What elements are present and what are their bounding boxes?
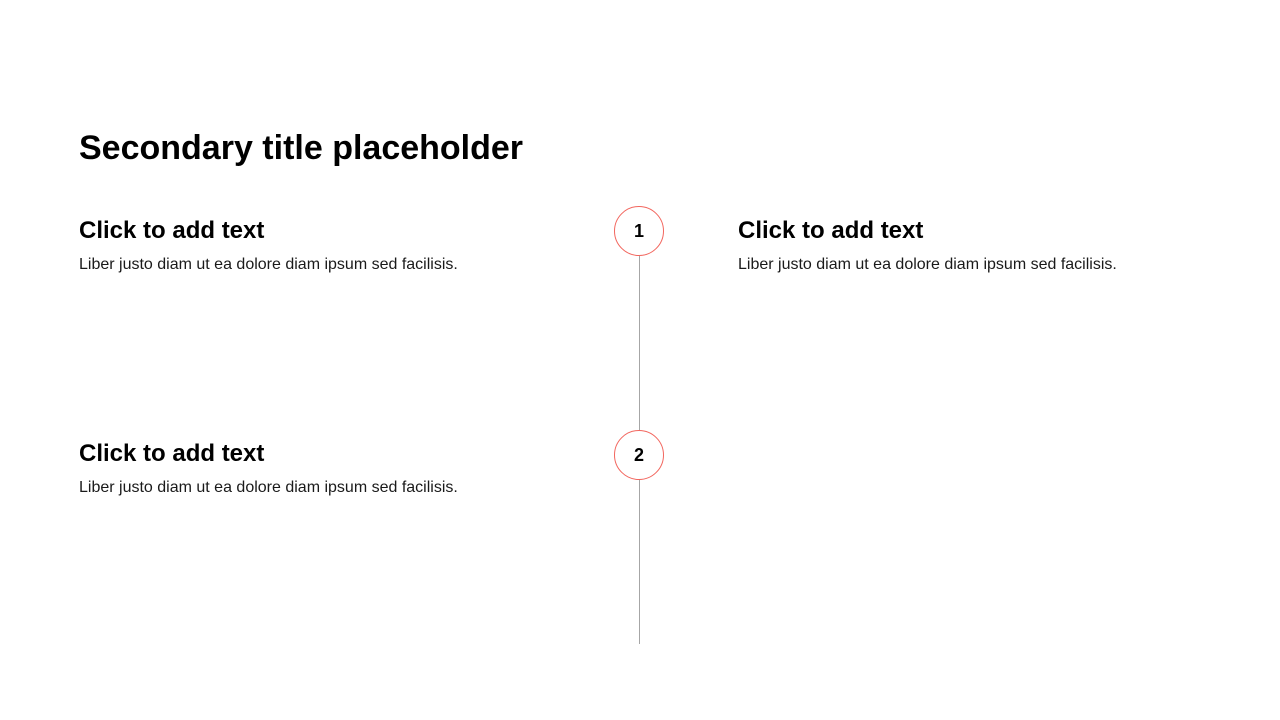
text-block-heading[interactable]: Click to add text	[79, 217, 265, 244]
step-marker-1: 1	[614, 206, 664, 256]
slide-title[interactable]: Secondary title placeholder	[79, 129, 524, 167]
text-block-body[interactable]: Liber justo diam ut ea dolore diam ipsum sed facilisis.	[738, 256, 1117, 273]
text-block-heading[interactable]: Click to add text	[79, 440, 265, 467]
text-block-1	[79, 216, 579, 275]
step-marker-2: 2	[614, 430, 664, 480]
text-block-2	[738, 216, 1238, 275]
text-block-body[interactable]: Liber justo diam ut ea dolore diam ipsum sed facilisis.	[79, 256, 458, 273]
text-block-heading[interactable]: Click to add text	[738, 217, 924, 244]
text-block-body[interactable]: Liber justo diam ut ea dolore diam ipsum sed facilisis.	[79, 479, 458, 496]
text-block-3	[79, 439, 579, 498]
